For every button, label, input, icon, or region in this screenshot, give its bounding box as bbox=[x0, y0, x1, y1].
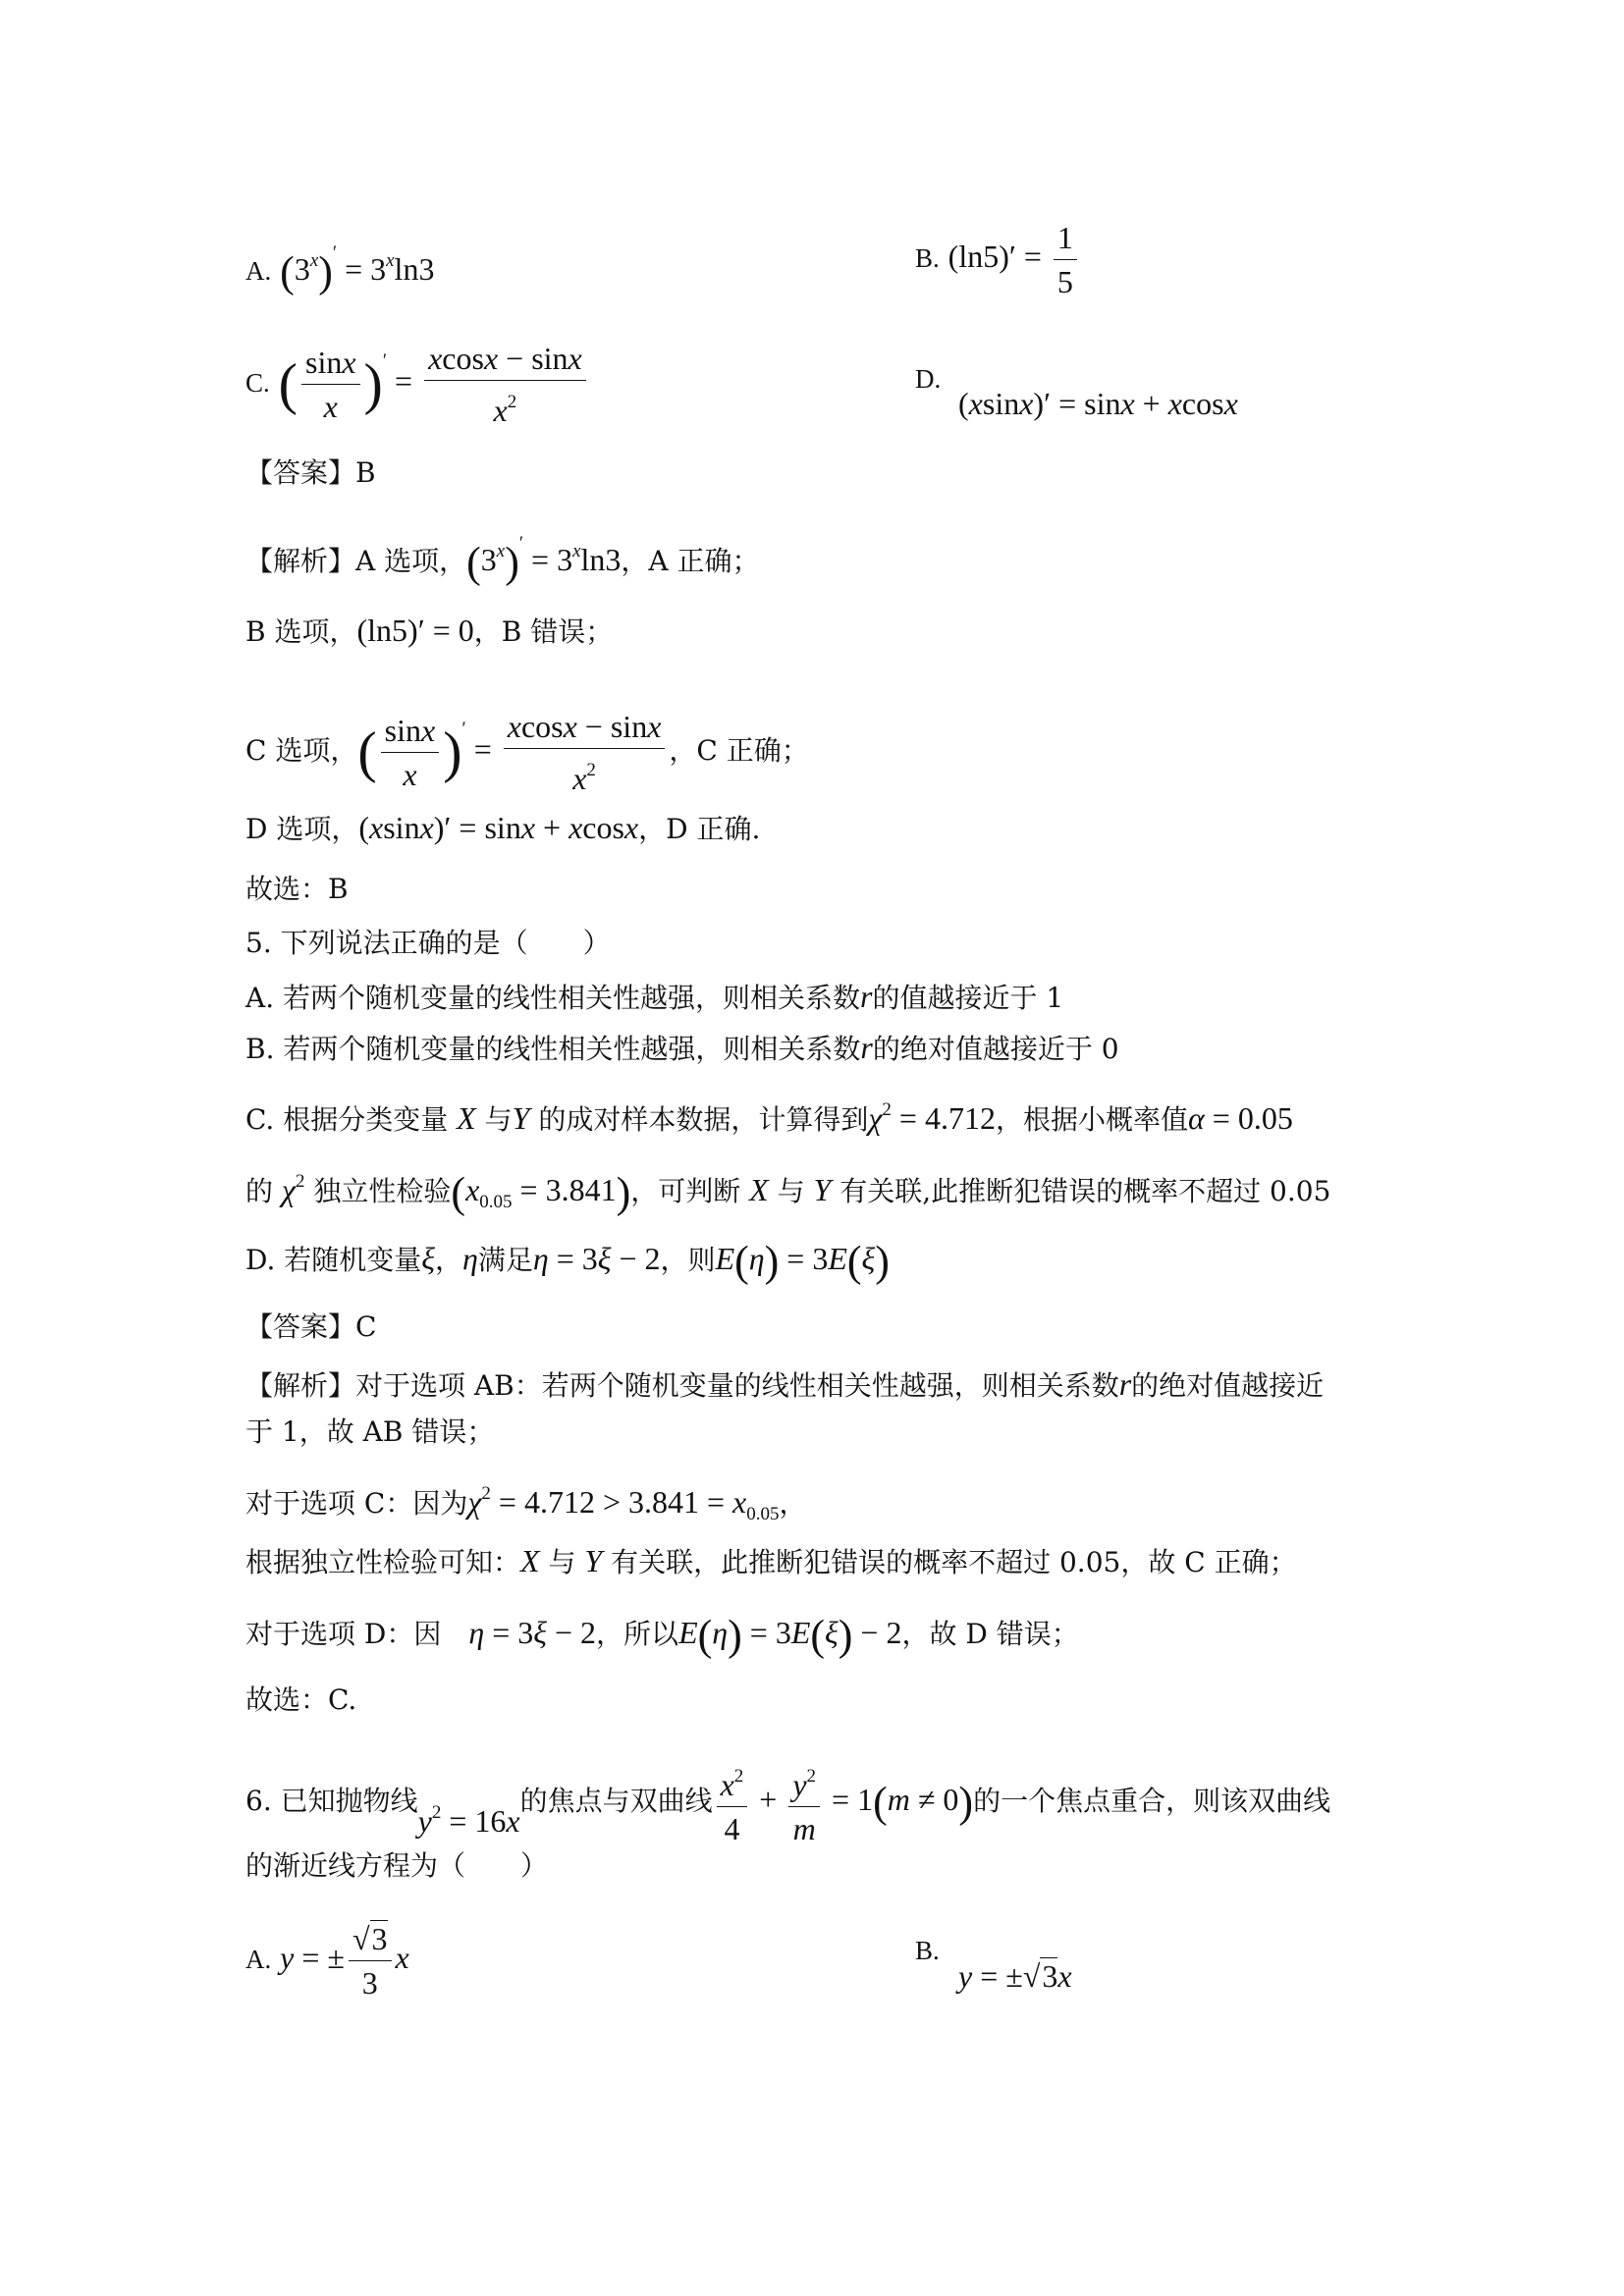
formula-d: (xsinx)′ = sinx + xcosx bbox=[958, 386, 1238, 421]
formula-c: ( $\frac{\sin x}{x}$ )′ = $\frac{xcosx - \sin x}{x^2}$ bbox=[279, 363, 590, 399]
analysis-2-line4: 根据独立性检验可知：X 与 Y 有关联，此推断犯错误的概率不超过 0.05，故 C 正确； bbox=[245, 1543, 1297, 1578]
q5-option-d: D. 若随机变量ξ，η满足η = 3ξ − 2，则E(η) = 3E(ξ) bbox=[245, 1237, 890, 1286]
question-6-stem-line2: 的渐近线方程为（ ） bbox=[245, 1849, 549, 1882]
conclusion-2: 故选：C. bbox=[245, 1683, 357, 1716]
analysis-1-d: D 选项，(xsinx)′ = sinx + xcosx，D 正确. bbox=[245, 810, 761, 845]
question-6-stem-line1: 6. 已知抛物线$y^2 = 16x$的焦点与双曲线 $\frac{x^2}{4}$ + $\frac{y^2}{m}$ = 1(m ≠ 0)的一个焦点重合，则该双曲线 bbox=[245, 1757, 1330, 1848]
analysis-2-line1: 【解析】对于选项 AB：若两个随机变量的线性相关性越强，则相关系数r的绝对值越接近 bbox=[245, 1366, 1325, 1402]
q6-option-a: A. y = ± $\frac{√3}{3}$ x bbox=[245, 1921, 409, 2001]
analysis-1-a: 【解析】A 选项，$(3^x)' = 3^x\ln 3$，A 正确； bbox=[245, 533, 760, 587]
q6-formula-b: y = ±√3x bbox=[958, 1958, 1072, 1994]
q5-option-c-line1: C. 根据分类变量 X 与Y 的成对样本数据，计算得到$\chi^2 = 4.712$，根据小概率值α = 0.05 bbox=[245, 1099, 1293, 1136]
analysis-1-c: C 选项，( $\frac{\sin x}{x}$ )′ = $\frac{xcosx - \sin x}{x^2}$ ，C 正确； bbox=[245, 709, 809, 796]
formula-b: (ln5)′ = $\frac{1}{5}$ bbox=[948, 239, 1081, 274]
analysis-2-line2: 于 1，故 AB 错误； bbox=[245, 1415, 495, 1448]
formula-a: $(3^x)' = 3^x\ln 3$ bbox=[280, 242, 435, 296]
conclusion-1: 故选：B bbox=[245, 873, 349, 905]
option-d-label: D. bbox=[915, 364, 942, 394]
q6-formula-a: y = ± $\frac{√3}{3}$ x bbox=[280, 1921, 409, 2001]
q5-option-c-line2: 的 $\chi^2$ 独立性检验$(x_{0.05} = 3.841)$，可判断 X 与 Y 有关联,此推断犯错误的概率不超过 0.05 bbox=[245, 1168, 1331, 1217]
answer-1: 【答案】B bbox=[245, 456, 376, 489]
q6-option-b-label: B. bbox=[915, 1936, 940, 1965]
q5-option-b: B. 若两个随机变量的线性相关性越强，则相关系数r的绝对值越接近于 0 bbox=[245, 1030, 1119, 1065]
analysis-2-line3: 对于选项 C：因为$\chi^2 = 4.712 > 3.841 = x_{0.05}$， bbox=[245, 1483, 807, 1524]
q6-option-b bbox=[958, 1956, 1072, 1998]
option-c: C. ( $\frac{\sin x}{x}$ )′ = $\frac{xcosx - \sin x}{x^2}$ bbox=[245, 339, 590, 430]
option-d bbox=[958, 384, 1238, 425]
q5-option-a: A. 若两个随机变量的线性相关性越强，则相关系数r的值越接近于 1 bbox=[245, 979, 1064, 1014]
analysis-2-line5: 对于选项 D：因 η = 3ξ − 2，所以E(η) = 3E(ξ) − 2，故 D 错误； bbox=[245, 1611, 1079, 1660]
question-5-stem: 5. 下列说法正确的是（ ） bbox=[245, 927, 611, 959]
option-a: A. $(3^x)' = 3^x\ln 3$ bbox=[245, 242, 435, 296]
answer-2: 【答案】C bbox=[245, 1310, 377, 1343]
option-b: B. (ln5)′ = $\frac{1}{5}$ bbox=[915, 218, 1081, 301]
analysis-1-b: B 选项，(ln5)′ = 0，B 错误； bbox=[245, 613, 614, 648]
